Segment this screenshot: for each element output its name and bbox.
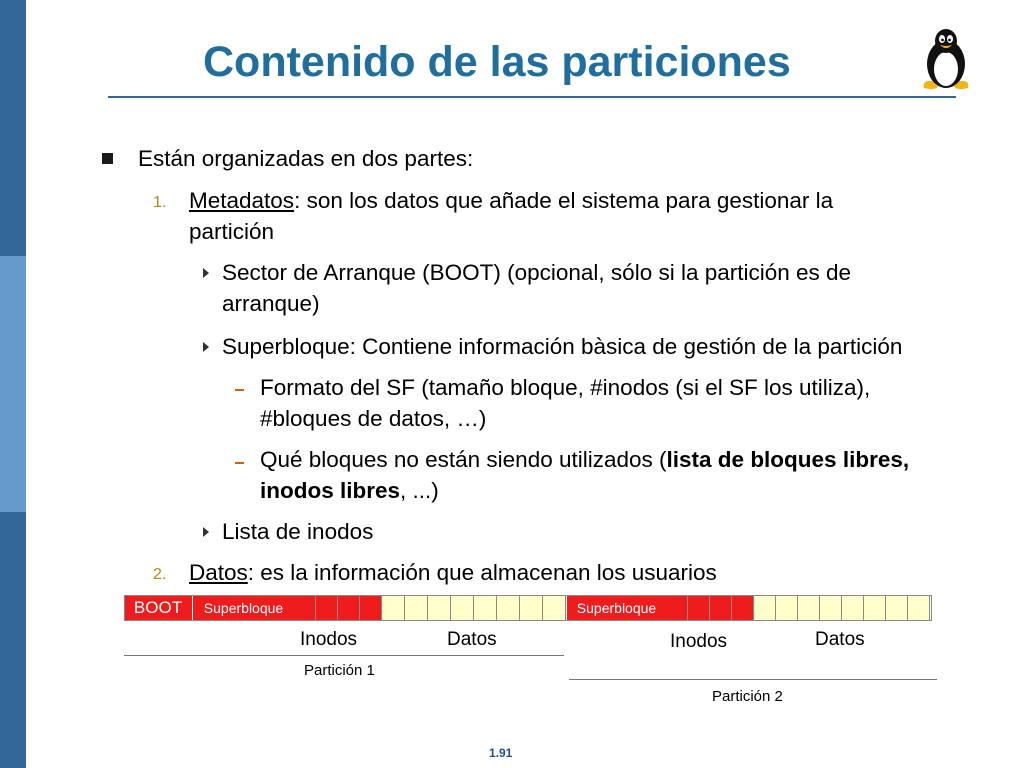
subsub2-plain-b: , ...)	[400, 478, 439, 503]
partition-label-2: Partición 2	[712, 688, 783, 705]
superblock-1: Superbloque	[192, 595, 294, 621]
subsub1-line-b: #bloques de datos, …)	[260, 406, 487, 431]
item1-number: 1.	[153, 194, 167, 211]
slide-title: Contenido de las particiones	[203, 38, 791, 86]
item2-text: : es la información que almacenan los usuarios	[247, 560, 717, 585]
item2-line	[189, 560, 717, 586]
partition-label-1: Partición 1	[304, 662, 375, 679]
intro-text: Están organizadas en dos partes:	[138, 146, 474, 171]
subsub2-line-b	[260, 478, 439, 504]
sub1-line-b: arranque)	[222, 291, 320, 316]
item1-line-b: partición	[189, 219, 275, 244]
page-number: 1.91	[489, 746, 513, 760]
triangle-bullet-icon	[203, 527, 209, 537]
dash-bullet-icon	[235, 389, 244, 391]
left-accent-bar	[0, 0, 26, 768]
title-underline	[108, 96, 956, 98]
item1-text-a: : son los datos que añade el sistema para gestionar la	[294, 188, 834, 213]
dash-bullet-icon	[235, 462, 244, 464]
item1-term: Metadatos	[189, 188, 295, 213]
inodes-label-1: Inodos	[300, 629, 358, 650]
partition1-rule	[124, 655, 564, 656]
data-label-1: Datos	[447, 629, 497, 650]
square-bullet-icon	[102, 153, 113, 164]
triangle-bullet-icon	[203, 268, 209, 278]
inodes-blocks-1	[294, 595, 382, 621]
partition2-rule	[569, 679, 937, 680]
item1-line-a	[189, 188, 833, 214]
item2-term: Datos	[189, 560, 248, 585]
triangle-bullet-icon	[203, 342, 209, 352]
data-label-2: Datos	[815, 629, 865, 650]
inodes-label-2: Inodos	[670, 631, 728, 652]
item2-number: 2.	[153, 566, 167, 583]
subsub2-bold-a: lista de bloques libres,	[666, 447, 910, 472]
sub2-line: Superbloque: Contiene información bàsica de gestión de la partición	[222, 334, 903, 359]
inodes-blocks-2	[666, 595, 754, 621]
data-blocks-1	[382, 595, 566, 621]
data-blocks-2	[754, 595, 930, 621]
subsub2-bold-b: inodos libres	[260, 478, 401, 503]
superblock-2: Superbloque	[566, 595, 666, 621]
sub1-line-a: Sector de Arranque (BOOT) (opcional, sólo si la partición es de	[222, 260, 852, 285]
subsub2-line-a	[260, 447, 909, 473]
subsub2-plain-a: Qué bloques no están siendo utilizados (	[260, 447, 667, 472]
boot-block: BOOT	[124, 595, 192, 621]
sub3-line: Lista de inodos	[222, 519, 374, 544]
tux-penguin-icon	[916, 26, 976, 92]
subsub1-line-a: Formato del SF (tamaño bloque, #inodos (si el SF los utiliza),	[260, 375, 871, 400]
